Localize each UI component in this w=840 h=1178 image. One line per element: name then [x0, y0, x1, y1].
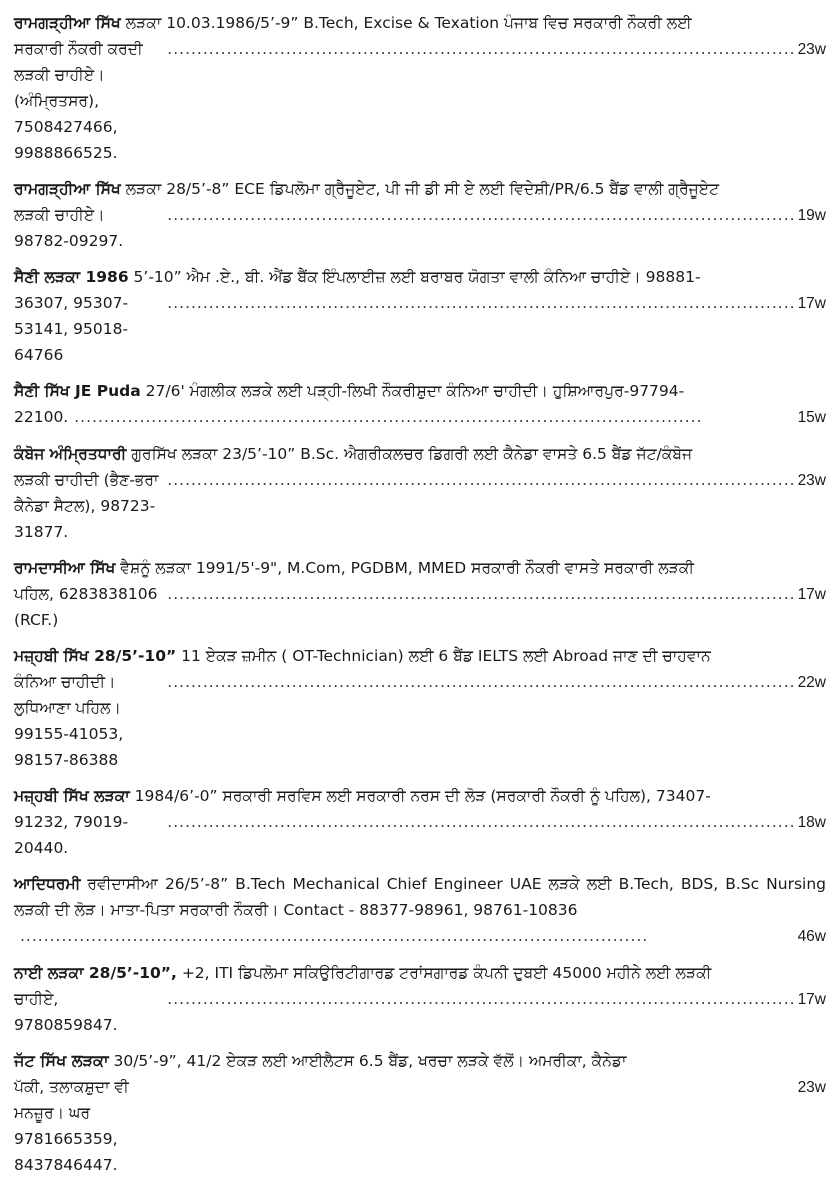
ad-last-line: [14, 923, 826, 950]
classified-ad: [14, 378, 826, 431]
ad-first-line: [14, 960, 826, 986]
ad-tail: ਲੜਕੀ ਚਾਹੀਏ। 98782-09297.: [14, 206, 124, 250]
ad-last-line: [14, 581, 826, 633]
ad-first-line: [14, 441, 826, 467]
ad-tail: 22100.: [14, 408, 69, 426]
classified-ad: [14, 783, 826, 861]
ad-first-line: [14, 871, 826, 923]
classified-ad: [14, 643, 826, 773]
ad-tail: ਪੱਕੀ, ਤਲਾਕਸ਼ੁਦਾ ਵੀ ਮਨਜ਼ੂਰ। ਘਰ 9781665359, 8437846447.: [14, 1078, 129, 1174]
dot-leader: ..........................................................................................................: [20, 927, 649, 945]
ad-code: 17w: [797, 586, 826, 603]
ad-tail: ਪਹਿਲ, 6283838106 (RCF.): [14, 585, 158, 629]
classified-ad: [14, 264, 826, 368]
ad-first-line: [14, 378, 826, 404]
ad-body: 1984/6’-0” ਸਰਕਾਰੀ ਸਰਵਿਸ ਲਈ ਸਰਕਾਰੀ ਨਰਸ ਦੀ ਲੋੜ (ਸਰਕਾਰੀ ਨੌਕਰੀ ਨੂੰ ਪਹਿਲ), 73407-: [129, 787, 711, 805]
ad-heading: ਜੱਟ ਸਿੱਖ ਲੜਕਾ: [14, 1051, 109, 1070]
ad-first-line: [14, 555, 826, 581]
classified-ad: [14, 176, 826, 254]
ad-first-line: [14, 643, 826, 669]
ad-code: 18w: [797, 814, 826, 831]
ad-last-line: [14, 36, 826, 166]
ad-body: ਰਵੀਦਾਸੀਆ 26/5’-8” B.Tech Mechanical Chief Engineer UAE ਲੜਕੇ ਲਈ B.Tech, BDS, B.Sc Nursing ਲੜਕੀ ਦੀ ਲੋੜ। ਮਾਤਾ-ਪਿਤਾ ਸਰਕਾਰੀ ਨੌਕਰੀ। Contact - 88377-98961, 98761-10836: [14, 875, 826, 919]
ad-heading: ਮਜ਼੍ਹਬੀ ਸਿੱਖ 28/5’-10”: [14, 647, 177, 665]
ad-body: ਲੜਕਾ 28/5’-8” ECE ਡਿਪਲੋਮਾ ਗ੍ਰੈਜੂਏਟ, ਪੀ ਜੀ ਡੀ ਸੀ ਏ ਲਈ ਵਿਦੇਸ਼ੀ/PR/6.5 ਬੈਂਡ ਵਾਲੀ ਗ੍ਰੈਜੂਏਟ: [120, 180, 720, 198]
ad-last-line: [14, 202, 826, 254]
ad-last-line: [14, 404, 826, 431]
ad-tail: ਕੰਨਿਆ ਚਾਹੀਦੀ। ਲੁਧਿਆਣਾ ਪਹਿਲ। 99155-41053, 98157-86388: [14, 673, 124, 769]
ad-body: ਗੁਰਸਿੱਖ ਲੜਕਾ 23/5’-10” B.Sc. ਐਗਰੀਕਲਚਰ ਡਿਗਰੀ ਲਈ ਕੈਨੇਡਾ ਵਾਸਤੇ 6.5 ਬੈਂਡ ਜੱਟ/ਕੰਬੋਜ: [126, 445, 693, 463]
ad-heading: ਆਦਿਧਰਮੀ: [14, 875, 81, 893]
ad-heading: ਰਾਮਗੜ੍ਹੀਆ ਸਿੱਖ: [14, 14, 121, 32]
classified-ad: [14, 10, 826, 166]
dot-leader: ..........................................................................................................: [167, 585, 796, 603]
classified-ad: [14, 555, 826, 633]
ad-tail: 91232, 79019-20440.: [14, 813, 129, 857]
ad-body: 30/5’-9”, 41/2 ਏਕੜ ਲਈ ਆਈਲੈਟਸ 6.5 ਬੈਂਡ, ਖਰਚਾ ਲੜਕੇ ਵੱਲੋਂ। ਅਮਰੀਕਾ, ਕੈਨੇਡਾ: [108, 1052, 627, 1070]
ad-code: 19w: [797, 207, 826, 224]
ad-heading: ਨਾਈ ਲੜਕਾ 28/5’-10”,: [14, 964, 177, 982]
ad-first-line: [14, 10, 826, 36]
ad-heading: ਮਜ਼੍ਹਬੀ ਸਿੱਖ ਲੜਕਾ: [14, 787, 130, 805]
dot-leader: ..........................................................................................................: [167, 40, 796, 58]
ad-body: 27/6' ਮੰਗਲੀਕ ਲੜਕੇ ਲਈ ਪੜ੍ਹੀ-ਲਿਖੀ ਨੌਕਰੀਸ਼ੁਦਾ ਕੰਨਿਆ ਚਾਹੀਦੀ। ਹੁਸ਼ਿਆਰਪੁਰ-97794-: [140, 382, 685, 400]
ad-first-line: [14, 783, 826, 809]
ad-tail: ਸਰਕਾਰੀ ਨੌਕਰੀ ਕਰਦੀ ਲੜਕੀ ਚਾਹੀਏ।(ਅੰਮ੍ਰਿਤਸਰ), 7508427466, 9988866525.: [14, 40, 143, 162]
ad-last-line: [14, 1074, 826, 1178]
ad-code: 23w: [797, 41, 826, 58]
dot-leader: ..........................................................................................................: [167, 206, 796, 224]
ad-heading: ਰਾਮਦਾਸੀਆ ਸਿੱਖ: [14, 559, 116, 577]
ad-body: ਲੜਕਾ 10.03.1986/5’-9” B.Tech, Excise & Texation ਪੰਜਾਬ ਵਿਚ ਸਰਕਾਰੀ ਨੌਕਰੀ ਲਈ: [120, 14, 692, 32]
ad-last-line: [14, 809, 826, 861]
dot-leader: ..........................................................................................................: [167, 673, 796, 691]
ad-last-line: [14, 986, 826, 1038]
ad-heading: ਸੈਣੀ ਸਿੱਖ JE Puda: [14, 382, 141, 400]
ad-code: 23w: [797, 472, 826, 489]
ad-heading: ਰਾਮਗੜ੍ਹੀਆ ਸਿੱਖ: [14, 180, 121, 198]
ad-tail: ਚਾਹੀਏ, 9780859847.: [14, 990, 118, 1034]
dot-leader: ..........................................................................................................: [167, 813, 796, 831]
ad-first-line: [14, 1048, 826, 1074]
classified-ad: [14, 1048, 826, 1178]
ad-code: 22w: [797, 674, 826, 691]
ad-body: +2, ITI ਡਿਪਲੋਮਾ ਸਕਿਉਰਿਟੀਗਾਰਡ ਟਰਾਂਸਗਾਰਡ ਕੰਪਨੀ ਦੁਬਈ 45000 ਮਹੀਨੇ ਲਈ ਲੜਕੀ: [176, 964, 712, 982]
classified-ad: [14, 960, 826, 1038]
ad-tail: 36307, 95307-53141, 95018-64766: [14, 294, 129, 364]
dot-leader: ..........................................................................................................: [167, 471, 796, 489]
ad-body: 5’-10” ਐਮ .ਏ., ਬੀ. ਐਂਡ ਬੈਂਕ ਇੰਪਲਾਈਜ਼ ਲਈ ਬਰਾਬਰ ਯੋਗਤਾ ਵਾਲੀ ਕੰਨਿਆ ਚਾਹੀਏ। 98881-: [128, 268, 701, 286]
ad-code: 17w: [797, 295, 826, 312]
ad-body: 11 ਏਕੜ ਜ਼ਮੀਨ ( OT-Technician) ਲਈ 6 ਬੈਂਡ IELTS ਲਈ Abroad ਜਾਣ ਦੀ ਚਾਹਵਾਨ: [176, 647, 711, 665]
ad-first-line: [14, 176, 826, 202]
classified-ad: [14, 441, 826, 545]
dot-leader: ..........................................................................................................: [167, 990, 796, 1008]
dot-leader: ..........................................................................................................: [74, 408, 703, 426]
ad-code: 23w: [797, 1079, 826, 1096]
ad-last-line: [14, 669, 826, 773]
ad-heading: ਕੰਬੋਜ ਅੰਮ੍ਰਿਤਧਾਰੀ: [14, 445, 127, 463]
ad-last-line: [14, 467, 826, 545]
ad-code: 46w: [797, 928, 826, 945]
classified-ad: [14, 871, 826, 950]
ad-heading: ਸੈਣੀ ਲੜਕਾ 1986: [14, 268, 129, 286]
ad-tail: ਲੜਕੀ ਚਾਹੀਦੀ (ਭੈਣ-ਭਰਾ ਕੈਨੇਡਾ ਸੈਟਲ), 98723-31877.: [14, 471, 159, 541]
ad-first-line: [14, 264, 826, 290]
ad-last-line: [14, 290, 826, 368]
ad-code: 15w: [797, 409, 826, 426]
ad-code: 17w: [797, 991, 826, 1008]
ad-body: ਵੈਸ਼ਨੂੰ ਲੜਕਾ 1991/5'-9", M.Com, PGDBM, MMED ਸਰਕਾਰੀ ਨੌਕਰੀ ਵਾਸਤੇ ਸਰਕਾਰੀ ਲੜਕੀ: [115, 559, 695, 577]
dot-leader: ..........................................................................................................: [167, 294, 796, 312]
